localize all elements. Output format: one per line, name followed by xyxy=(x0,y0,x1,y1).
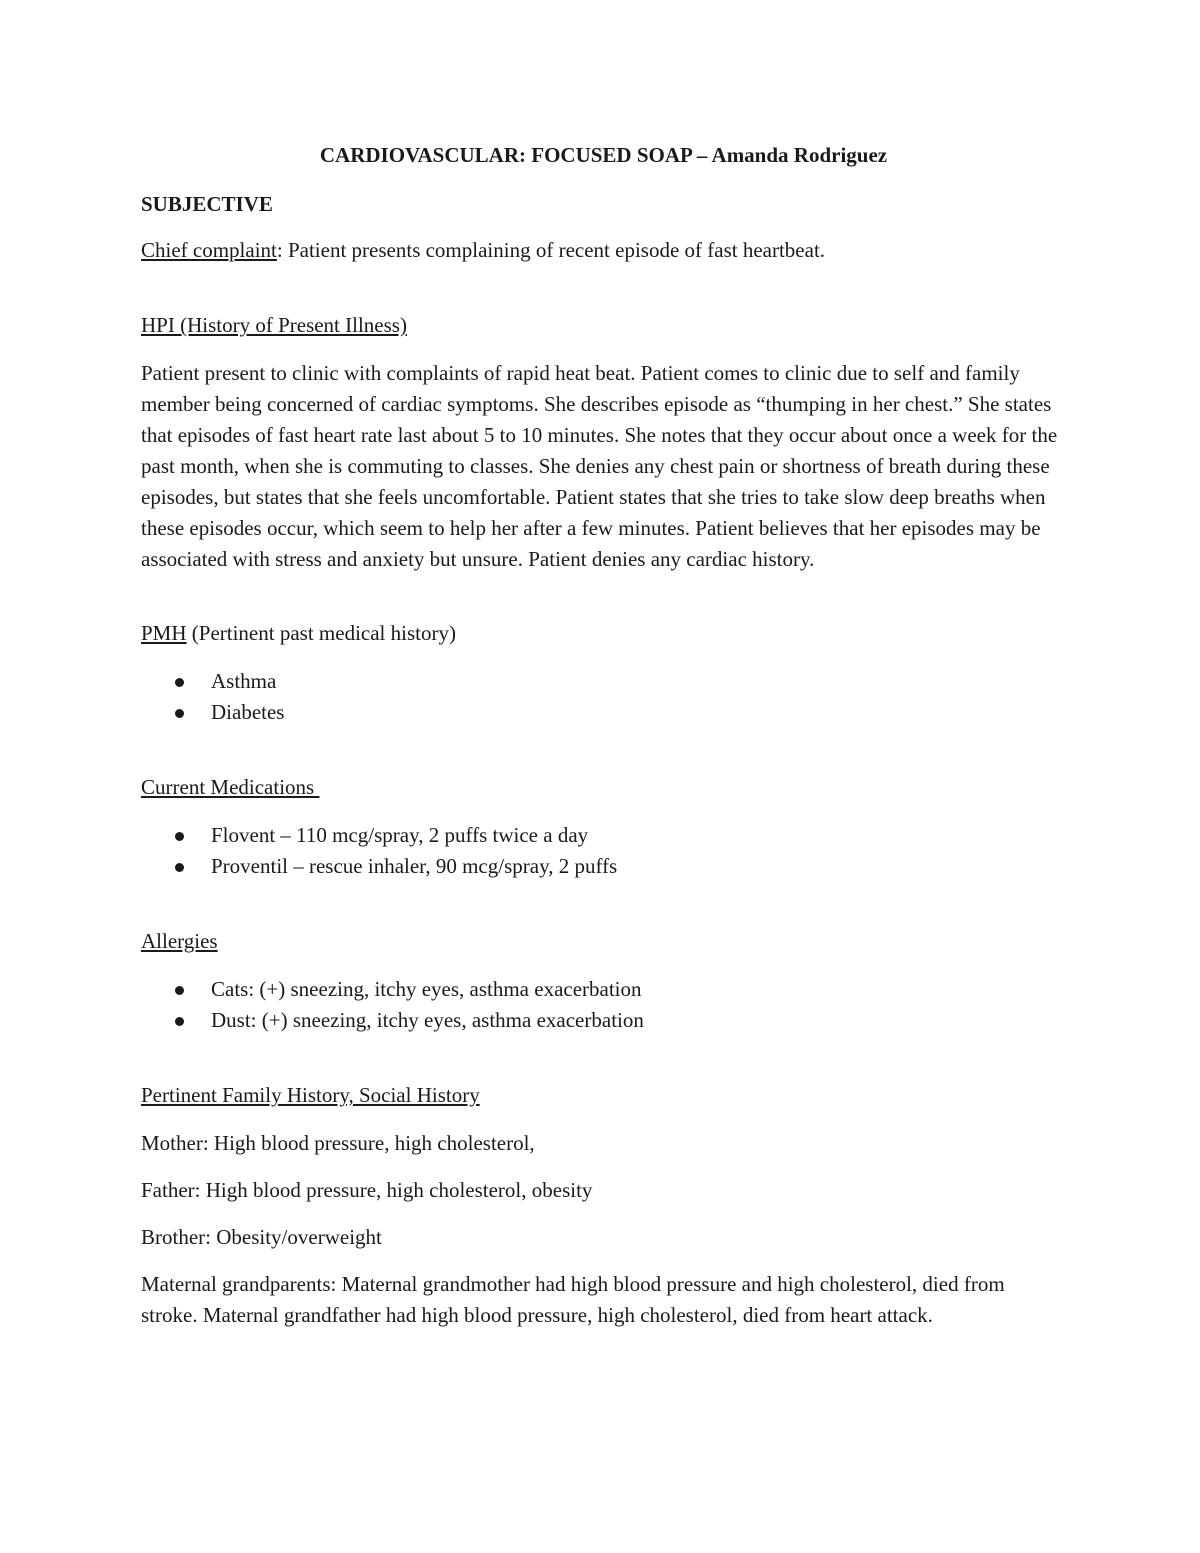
bullet-icon xyxy=(175,832,184,841)
pmh-list xyxy=(141,666,1066,728)
chief-complaint-label: Chief complaint xyxy=(141,238,277,262)
document-title: CARDIOVASCULAR: FOCUSED SOAP – Amanda Rodriguez xyxy=(319,143,888,167)
bullet-icon xyxy=(175,1017,184,1026)
list-item-text: Diabetes xyxy=(211,700,285,724)
hpi-heading: HPI (History of Present Illness) xyxy=(141,313,407,337)
bullet-icon xyxy=(175,709,184,718)
family-history-brother: Brother: Obesity/overweight xyxy=(141,1225,382,1249)
hpi-text: Patient present to clinic with complaints of rapid heat beat. Patient comes to clinic due to self and family member being concerned of cardiac symptoms. She describes episode as “thumping in her chest.” She states that episodes of fast heart rate last about 5 to 10 minutes. She notes that they occur about once a week for the past month, when she is commuting to classes. She denies any chest pain or shortness of breath during these episodes, but states that she feels uncomfortable. Patient states that she tries to take slow deep breaths when these episodes occur, which seem to help her after a few minutes. Patient believes that her episodes may be associated with stress and anxiety but unsure. Patient denies any cardiac history. xyxy=(141,361,1058,571)
bullet-icon xyxy=(175,863,184,872)
list-item xyxy=(141,1005,1066,1036)
allergies-list xyxy=(141,974,1066,1036)
family-history-grandparents: Maternal grandparents: Maternal grandmother had high blood pressure and high cholesterol, died from stroke. Maternal grandfather had high blood pressure, high cholesterol, died from heart attack. xyxy=(141,1272,1005,1327)
list-item-text: Dust: (+) sneezing, itchy eyes, asthma exacerbation xyxy=(211,1008,644,1032)
list-item xyxy=(141,851,1066,882)
chief-complaint xyxy=(141,235,1066,266)
document-page xyxy=(141,140,1066,1331)
medications-heading: Current Medications xyxy=(141,775,320,799)
list-item-text: Cats: (+) sneezing, itchy eyes, asthma exacerbation xyxy=(211,977,642,1001)
list-item xyxy=(141,974,1066,1005)
list-item-text: Flovent – 110 mcg/spray, 2 puffs twice a day xyxy=(211,823,589,847)
bullet-icon xyxy=(175,986,184,995)
subjective-heading: SUBJECTIVE xyxy=(141,192,273,216)
list-item xyxy=(141,820,1066,851)
list-item-text: Asthma xyxy=(211,669,277,693)
chief-complaint-text: : Patient presents complaining of recent episode of fast heartbeat. xyxy=(276,238,826,262)
list-item xyxy=(141,666,1066,697)
allergies-heading: Allergies xyxy=(141,929,218,953)
family-history-father: Father: High blood pressure, high cholesterol, obesity xyxy=(141,1178,593,1202)
family-history-mother: Mother: High blood pressure, high cholesterol, xyxy=(141,1131,535,1155)
pmh-rest: (Pertinent past medical history) xyxy=(186,621,456,645)
bullet-icon xyxy=(175,678,184,687)
pmh-heading xyxy=(141,618,1066,649)
pmh-label: PMH xyxy=(141,621,187,645)
list-item-text: Proventil – rescue inhaler, 90 mcg/spray, 2 puffs xyxy=(211,854,618,878)
list-item xyxy=(141,697,1066,728)
medications-list xyxy=(141,820,1066,882)
family-history-heading: Pertinent Family History, Social History xyxy=(141,1083,480,1107)
